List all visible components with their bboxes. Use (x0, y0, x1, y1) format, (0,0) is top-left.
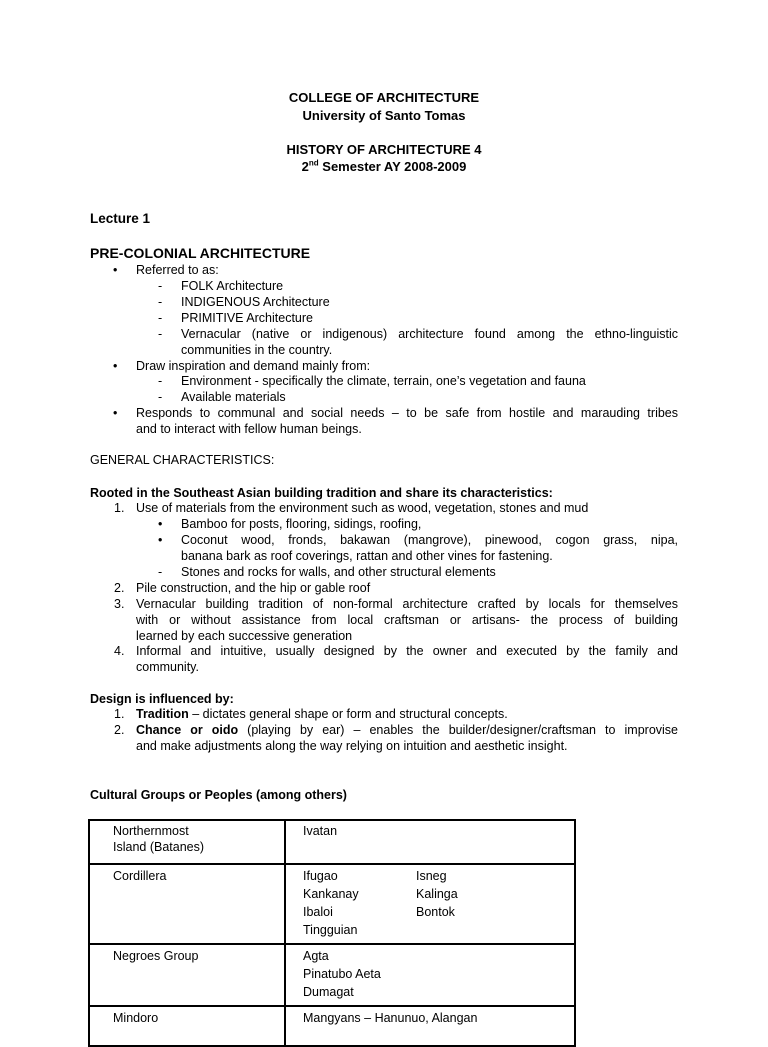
group-name: Kalinga (416, 887, 458, 901)
group-name: Dumagat (303, 985, 354, 999)
bullet-inspiration: Draw inspiration and demand mainly from: (136, 359, 371, 373)
group-name: Ibaloi (303, 905, 333, 919)
number-mark: 2. (114, 723, 125, 737)
list-item: Environment - specifically the climate, terrain, one’s vegetation and fauna (181, 374, 586, 388)
term-chance: Chance or oido (136, 723, 239, 737)
table-row (89, 820, 575, 864)
group-name: Mangyans – Hanunuo, Alangan (303, 1011, 478, 1025)
group-name: Pinatubo Aeta (303, 967, 381, 981)
characteristic-1: Use of materials from the environment such as wood, vegetation, stones and mud (136, 501, 589, 515)
group-pair (303, 885, 574, 903)
course-title: HISTORY OF ARCHITECTURE 4 (286, 142, 482, 157)
semester-suffix: nd (308, 158, 319, 168)
characteristic-4: Informal and intuitive, usually designed by the owner and executed by the family and (136, 644, 678, 658)
sub-item: Bamboo for posts, flooring, sidings, roofing, (181, 517, 422, 531)
design-text: – dictates general shape or form and structural concepts. (188, 707, 508, 721)
number-mark: 2. (114, 581, 125, 595)
group-name: Kankanay (303, 887, 359, 901)
table-row (89, 944, 575, 1006)
term-tradition: Tradition (136, 707, 189, 721)
dash-mark: - (158, 390, 163, 404)
region-name: Negroes Group (113, 949, 199, 963)
group-name: Ifugao (303, 869, 338, 883)
region-cell (89, 820, 285, 864)
semester-text: Semester AY 2008-2009 (318, 159, 467, 174)
cultural-heading: Cultural Groups or Peoples (among others) (90, 788, 347, 802)
characteristic-3-cont: with or without assistance from local craftsman or artisans- the process of building (136, 613, 678, 627)
dash-mark: - (158, 311, 163, 325)
design-chance-cont: and make adjustments along the way relying on intuition and aesthetic insight. (136, 739, 568, 753)
design-heading: Design is influenced by: (90, 692, 234, 706)
region-name: Mindoro (113, 1011, 159, 1025)
sub-item: Stones and rocks for walls, and other structural elements (181, 565, 496, 579)
cultural-groups-table (88, 819, 576, 1047)
design-text: (playing by ear) – enables the builder/designer/craftsman to improvise (238, 723, 678, 737)
dash-mark: - (158, 279, 163, 293)
characteristic-4-cont: community. (136, 660, 199, 674)
semester-line (0, 159, 768, 175)
bullet-mark: • (158, 517, 163, 531)
bullet-mark: • (113, 263, 118, 277)
semester-number: 2 (301, 159, 309, 174)
group-pair (303, 903, 574, 921)
bullet-mark: • (113, 406, 118, 420)
region-cell (89, 864, 285, 944)
region-name-cont: Island (Batanes) (113, 840, 205, 854)
section-title: PRE-COLONIAL ARCHITECTURE (90, 245, 311, 261)
bullet-communal-cont: and to interact with fellow human beings. (136, 422, 362, 436)
sub-item: Coconut wood, fronds, bakawan (mangrove), pinewood, cogon grass, nipa, (181, 533, 678, 547)
group-pair (303, 867, 574, 885)
number-mark: 1. (114, 501, 125, 515)
bullet-mark: • (113, 359, 118, 373)
design-chance (136, 723, 678, 739)
general-characteristics-label: GENERAL CHARACTERISTICS: (90, 453, 275, 467)
dash-mark: - (158, 565, 163, 579)
list-item: PRIMITIVE Architecture (181, 311, 313, 325)
number-mark: 1. (114, 707, 125, 721)
college-title: COLLEGE OF ARCHITECTURE (288, 90, 480, 105)
number-mark: 4. (114, 644, 125, 658)
region-name: Cordillera (113, 869, 167, 883)
groups-cell (285, 820, 575, 864)
list-item: FOLK Architecture (181, 279, 284, 293)
groups-cell (285, 944, 575, 1006)
dash-mark: - (158, 374, 163, 388)
bullet-communal: Responds to communal and social needs – to be safe from hostile and marauding tribes (136, 406, 678, 420)
dash-mark: - (158, 295, 163, 309)
groups-cell (285, 1006, 575, 1046)
sub-item-cont: banana bark as roof coverings, rattan and other vines for fastening. (181, 549, 553, 563)
characteristic-2: Pile construction, and the hip or gable roof (136, 581, 371, 595)
characteristic-3: Vernacular building tradition of non-formal architecture crafted by locals for themselves (136, 597, 678, 611)
list-item: Vernacular (native or indigenous) architecture found among the ethno-linguistic (181, 327, 678, 341)
group-name: Bontok (416, 905, 455, 919)
group-name: Agta (303, 949, 329, 963)
university-name: University of Santo Tomas (302, 108, 466, 123)
bullet-mark: • (158, 533, 163, 547)
group-name: Ivatan (303, 824, 338, 838)
characteristic-3-cont: learned by each successive generation (136, 629, 353, 643)
bullet-referred: Referred to as: (136, 263, 219, 277)
lecture-label: Lecture 1 (90, 211, 151, 226)
design-tradition (136, 707, 508, 723)
groups-cell (285, 864, 575, 944)
region-cell (89, 1006, 285, 1046)
dash-mark: - (158, 327, 163, 341)
region-name: Northernmost (113, 824, 189, 838)
rooted-heading: Rooted in the Southeast Asian building tradition and share its characteristics: (90, 486, 553, 500)
group-name: Tingguian (303, 923, 358, 937)
number-mark: 3. (114, 597, 125, 611)
group-name: Isneg (416, 869, 447, 883)
list-item: INDIGENOUS Architecture (181, 295, 330, 309)
list-item: Available materials (181, 390, 286, 404)
table-row (89, 864, 575, 944)
region-cell (89, 944, 285, 1006)
table-row (89, 1006, 575, 1046)
list-item-cont: communities in the country. (181, 343, 333, 357)
